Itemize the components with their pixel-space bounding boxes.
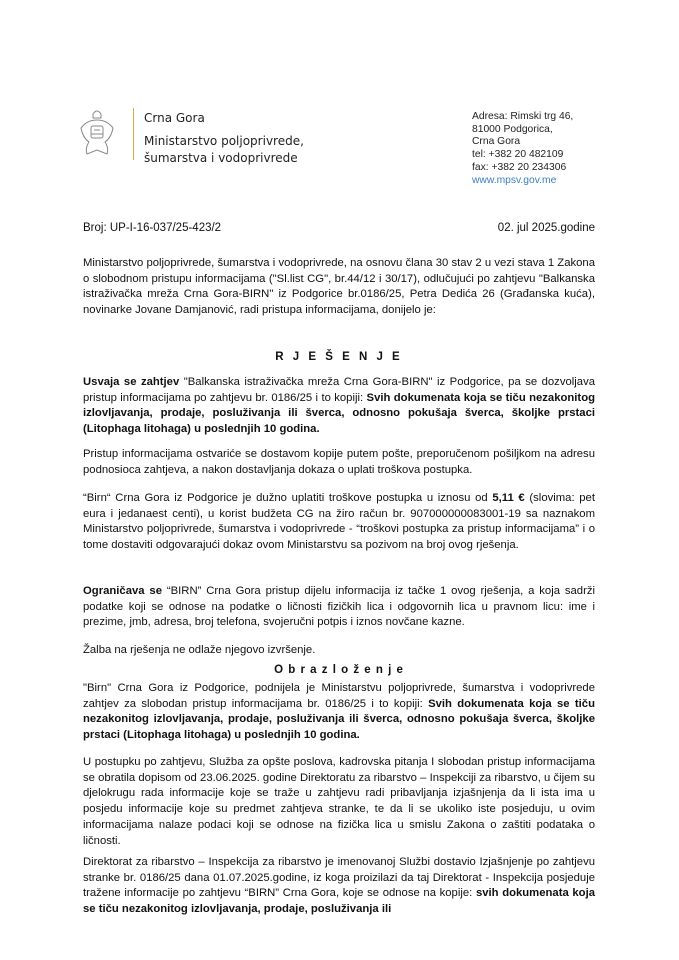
ministry-name: [144, 110, 304, 167]
bold-text: svih dokumenata koja se tiču nezakonitog izlovljavanja, prodaje, posluživanja ili: [83, 887, 595, 916]
ministry-line: Ministarstvo poljoprivrede,: [144, 134, 304, 148]
directorate-paragraph: [83, 855, 595, 918]
restriction-paragraph: [83, 584, 595, 631]
address-line: Adresa: Rimski trg 46,: [472, 111, 574, 122]
country-name: Crna Gora: [144, 111, 205, 125]
phone: tel: +382 20 482109: [472, 149, 564, 161]
contact-block: [472, 111, 573, 187]
text: Direktorat za ribarstvo – Inspekcija za ribarstvo je imenovanoj Službi dostavio Izjašnjenje po zahtjevu stranke br. 0186/25 dana 01.07.2025.godine, iz koga proizilazi da taj Direktorat - Inspekcija posjeduje tražene informacije po zahtjevu “BIRN” Crna Gora, koje se odnose na kopije:: [83, 856, 595, 900]
text: “Birn“ Crna Gora iz Podgorice je dužno uplatiti troškove postupka u iznosu od: [83, 492, 493, 504]
intro-paragraph: Ministarstvo poljoprivrede, šumarstva i vodoprivrede, na osnovu člana 30 stav 2 u vezi stava 1 Zakona o slobodnom pristupu informacijama ("Sl.list CG", br.44/12 i 30/17), odlučujući po zahtjevu "Balkanska istraživačka mreža Crna Gora-BIRN" iz Podgorice br.0186/25, Petra Dedića 26 (Građanska kuća), novinarke Jovane Damjanović, radi pristupa informacijama, donijelo je:: [83, 257, 595, 317]
fax: fax: +382 20 234306: [472, 161, 567, 173]
reasoning-heading: O b r a z l o ž e n j e: [274, 664, 404, 676]
website-link[interactable]: www.mpsv.gov.me: [472, 174, 557, 186]
coat-of-arms-icon: [78, 108, 116, 160]
bold-text: Usvaja se zahtjev: [83, 376, 180, 388]
access-paragraph: Pristup informacijama ostvariće se dostavom kopije putem pošte, preporučenom pošiljkom na adresu podnosioca zahtjeva, a nakon dostavljanja dokaza o uplati troškova postupka.: [83, 448, 595, 476]
approval-paragraph: [83, 375, 595, 438]
reasoning-paragraph: [83, 681, 595, 744]
procedure-paragraph: U postupku po zahtjevu, Služba za opšte poslova, kadrovska pitanja I slobodan pristup informacijama se obratila dopisom od 23.06.2025. godine Direktoratu za ribarstvo – Inspekciji za ribarstvo, u čijem su djelokrugu rada informacije koje se traže u zahtjevu radi pribavljanja izjašnjenja da li ista ima u posjedu informacije koje su predmet zahtjeva stranke, te da li se ukoliko iste posjeduju, u ovim informacijama nalaze podaci koji se odnose na fizička lica u smislu Zakona o zaštiti podataka o ličnosti.: [83, 756, 595, 847]
appeal-paragraph: Žalba na rješenja ne odlaže njegovo izvršenje.: [83, 644, 316, 656]
bold-text: Ograničava se: [83, 585, 162, 597]
text: "Birn" Crna Gora iz Podgorice, podnijela je Ministarstvu poljoprivrede, šumarstva i vodoprivrede zahtjev za slobodan pristup informacijama br. 0186/25 i to kopiji:: [83, 682, 595, 710]
text: "Balkanska istraživačka mreža Crna Gora-BIRN" iz Podgorice, pa se dozvoljava pristup informacijama po zahtjevu br. 0186/25 i to kopiji:: [83, 376, 595, 404]
header-divider: [133, 108, 134, 160]
decision-heading: R J E Š E N J E: [275, 351, 403, 363]
ministry-line: šumarstva i vodoprivrede: [144, 151, 298, 165]
fee-amount: 5,11 €: [492, 492, 525, 504]
text: “BIRN” Crna Gora pristup dijelu informacija iz tačke 1 ovog rješenja, a koja sadrži podatke koji se odnose na podatke o ličnosti fizičkih lica i odgovornih lica u pravnom licu: ime i prezime, jmb, adresa, broj telefona, svojeručni potpis i iznos novčane kazne.: [83, 585, 595, 629]
bold-text: Svih dokumenata koja se tiču nezakonitog izlovljavanja, prodaje, posluživanja ili šverca, odnosno pokušaja šverca, školjke prstaci (Litophaga litohaga) u poslednjih 10 godina.: [83, 697, 595, 742]
address-line: 81000 Podgorica,: [472, 123, 553, 135]
fee-paragraph: [83, 491, 595, 554]
text: (slovima: pet eura i jedanaest centi), u korist budžeta CG na žiro račun br. 907000000083001-19 sa naznakom Ministarstvo poljoprivrede, šumarstva i vodoprivrede - “troškovi postupka za pristup informacijama” i o tome dostaviti odgovarajući dokaz ovom Ministarstvu sa pozivom na broj ovog rješenja.: [83, 492, 595, 552]
document-number: Broj: UP-I-16-037/25-423/2: [83, 222, 222, 234]
bold-text: Svih dokumenata koja se tiču nezakonitog izlovljavanja, prodaje, posluživanja ili šverca, odnosno pokušaja šverca, školjke prstaci (Litophaga litohaga) u poslednjih 10 godina.: [83, 391, 595, 436]
address-line: Crna Gora: [472, 136, 521, 148]
document-date: 02. jul 2025.godine: [497, 222, 595, 234]
